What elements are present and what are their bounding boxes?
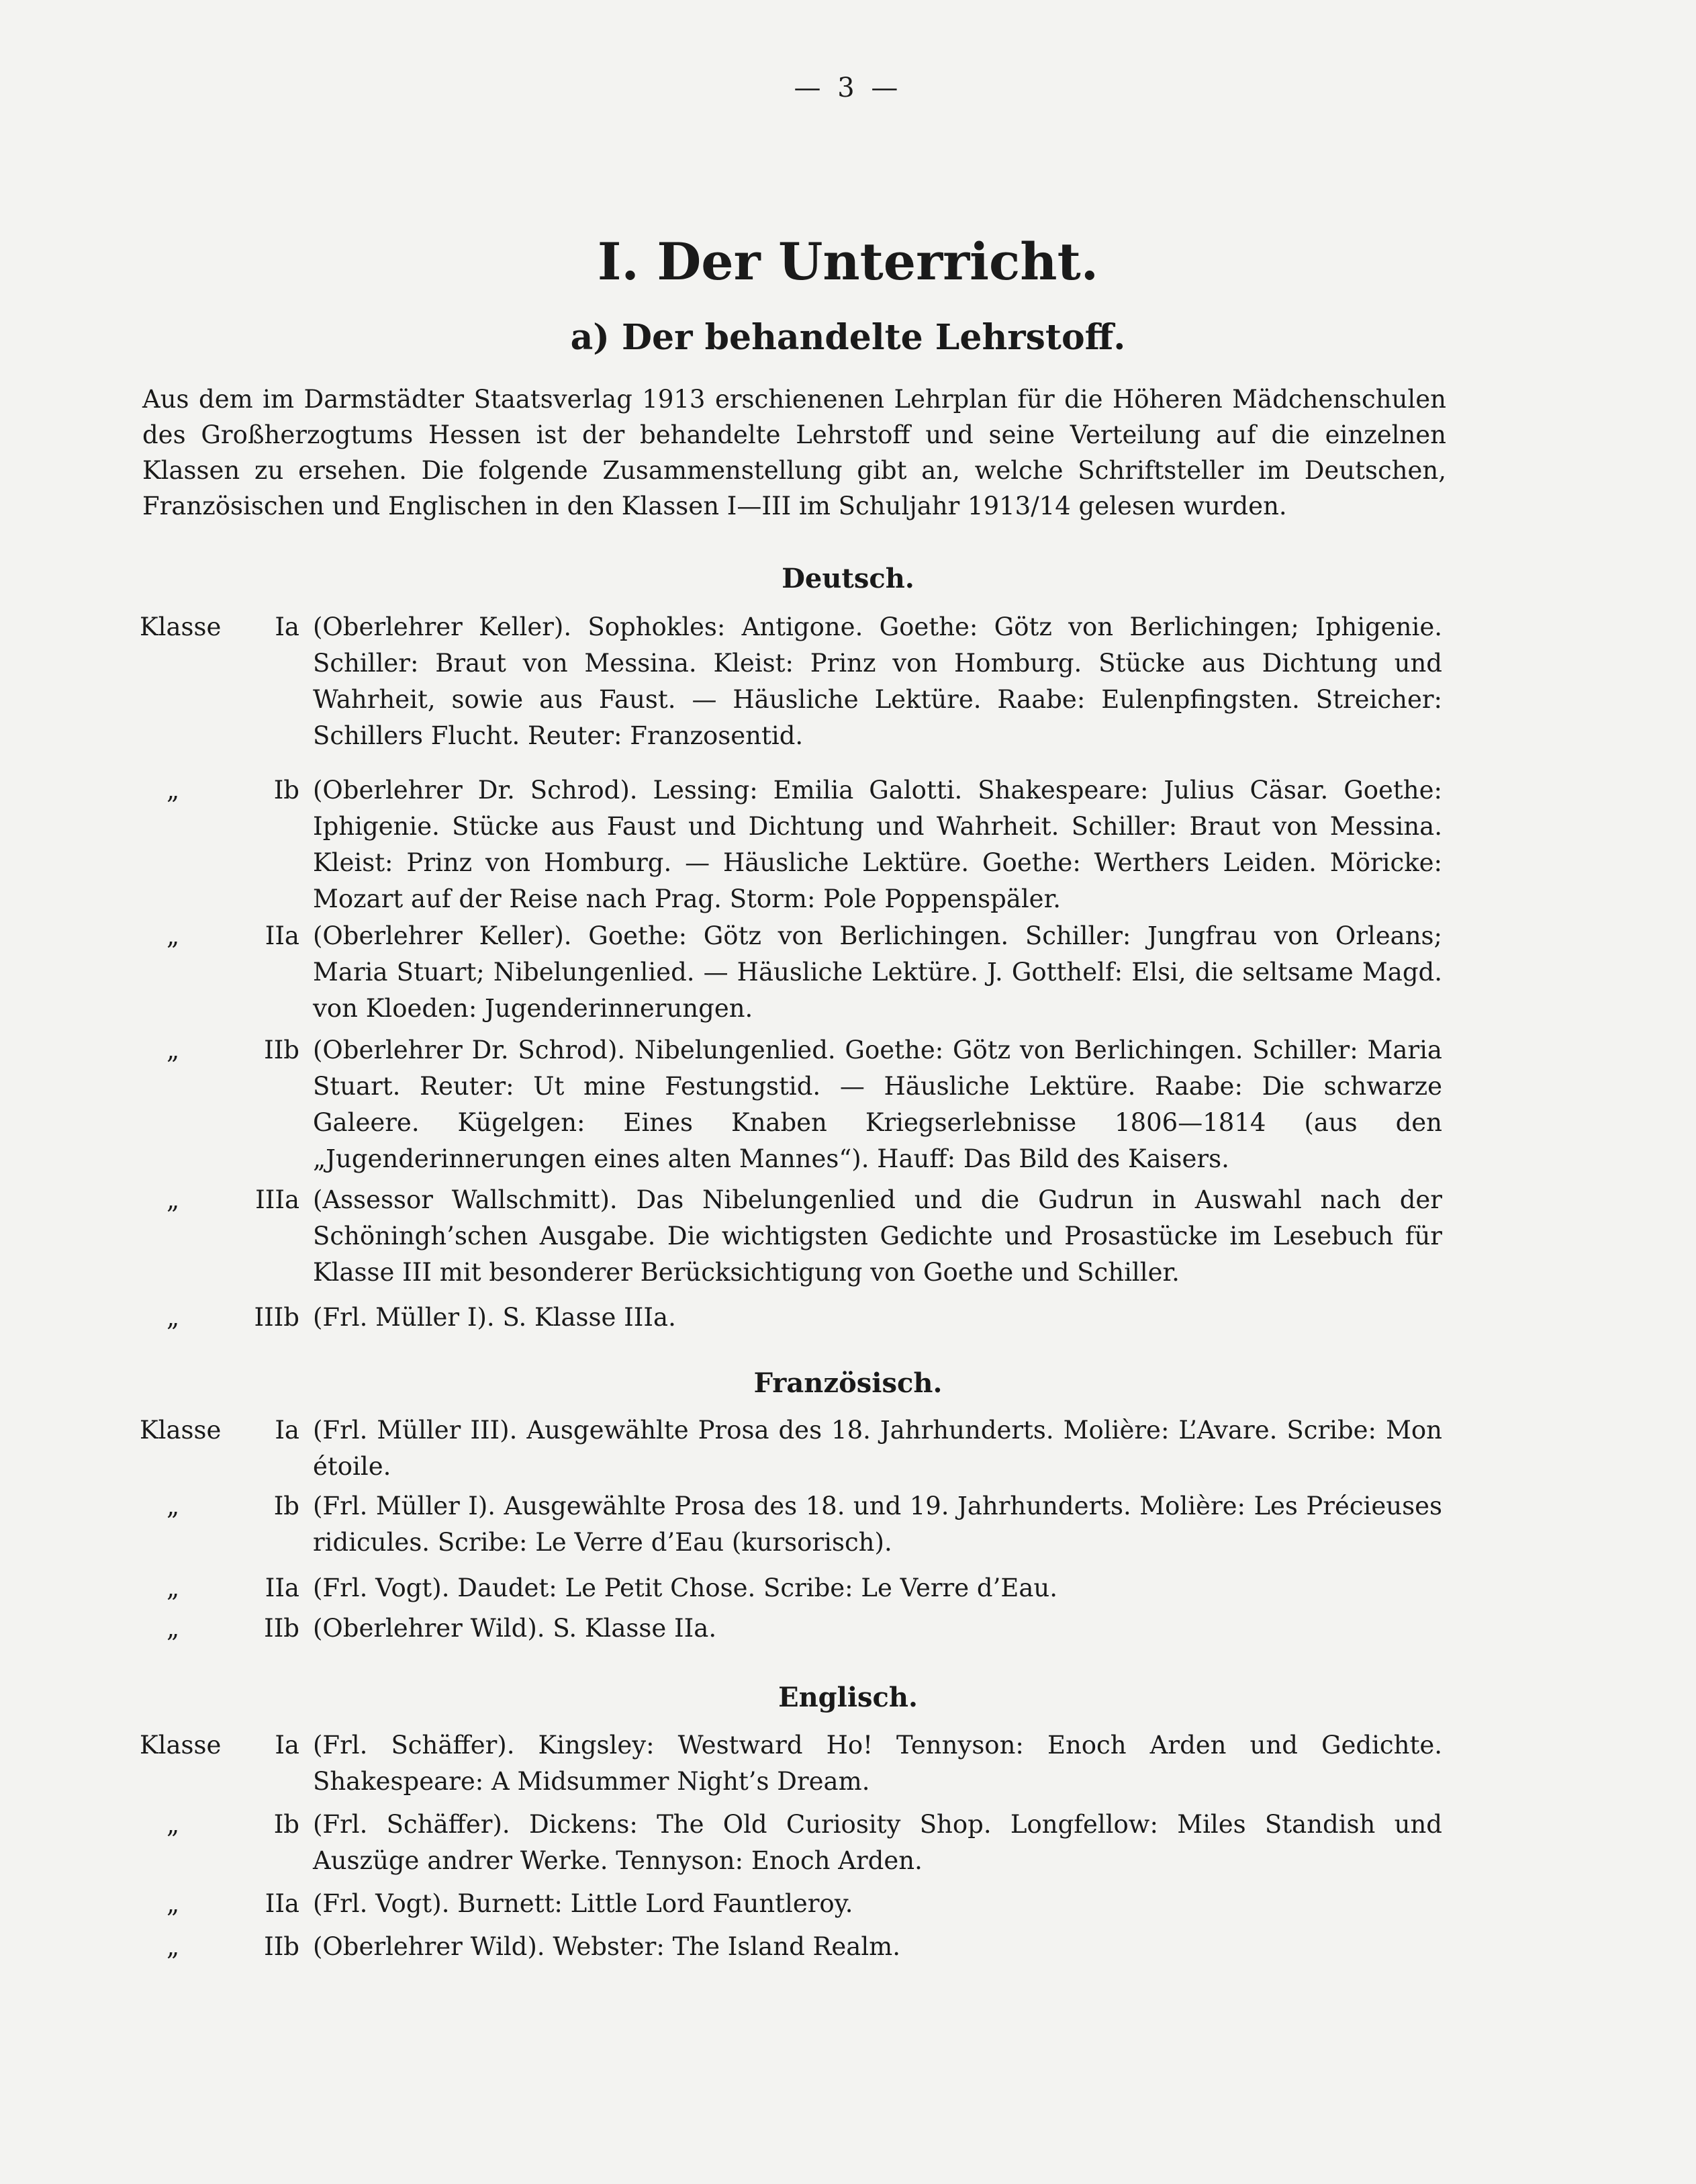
entry-text: (Assessor Wallschmitt). Das Nibelungenlied und die Gudrun in Auswahl nach der Schöningh’schen Ausgabe. Die wichtigsten Gedichte und Prosastücke im Lesebuch für Klasse III mit besonderer Berücksichtigung von Goethe und Schiller. [313,1185,1442,1287]
entry-franz-ia [140,1412,1442,1485]
entry-engl-iib [140,1929,1442,1965]
entry-franz-iib [140,1610,1442,1647]
entry-text: (Frl. Müller I). S. Klasse IIIa. [313,1303,676,1332]
ditto-mark: „ [167,776,180,805]
ditto-mark: „ [167,1889,180,1918]
ditto-mark: „ [167,1492,180,1520]
class-code: IIIa [255,1185,299,1214]
klasse-label: Klasse [140,612,222,641]
class-code: IIIb [254,1303,299,1332]
entry-text: (Oberlehrer Dr. Schrod). Lessing: Emilia Galotti. Shakespeare: Julius Cäsar. Goethe: Iphigenie. Stücke aus Faust und Dichtung und Wahrheit. Schiller: Braut von Messina. Kleist: Prinz von Homburg. — Häusliche Lektüre. Goethe: Werthers Leiden. Möricke: Mozart auf der Reise nach Prag. Storm: Pole Poppenspäler. [313,776,1442,913]
entry-text: (Frl. Müller III). Ausgewählte Prosa des 18. Jahrhunderts. Molière: L’Avare. Scribe: Mon étoile. [313,1416,1442,1481]
entry-engl-ib [140,1807,1442,1879]
entry-text: (Oberlehrer Wild). Webster: The Island Realm. [313,1932,901,1961]
class-code: Ia [275,1416,299,1445]
class-code: Ib [273,1810,299,1839]
entry-franz-iia [140,1570,1442,1606]
class-code: IIb [264,1932,299,1961]
ditto-mark: „ [167,1614,180,1643]
class-code: IIb [264,1036,299,1064]
entry-deutsch-iib [140,1032,1442,1177]
ditto-mark: „ [167,1036,180,1064]
page-title: I. Der Unterricht. [597,232,1099,291]
entry-deutsch-iiia [140,1182,1442,1291]
ditto-mark: „ [167,921,180,950]
class-code: Ia [275,612,299,641]
klasse-label: Klasse [140,1731,222,1760]
entry-text: (Frl. Müller I). Ausgewählte Prosa des 18. und 19. Jahrhunderts. Molière: Les Précieuses ridicules. Scribe: Le Verre d’Eau (kursorisch). [313,1492,1442,1557]
entry-engl-iia [140,1886,1442,1922]
heading-franzoesisch: Französisch. [753,1367,943,1399]
entry-text: (Frl. Vogt). Daudet: Le Petit Chose. Scribe: Le Verre d’Eau. [313,1574,1057,1602]
ditto-mark: „ [167,1932,180,1961]
entry-text: (Frl. Schäffer). Kingsley: Westward Ho! Tennyson: Enoch Arden und Gedichte. Shakespeare: A Midsummer Night’s Dream. [313,1731,1442,1796]
class-code: IIb [264,1614,299,1643]
heading-englisch: Englisch. [778,1682,918,1713]
entry-deutsch-ia [140,609,1442,754]
class-code: IIa [265,921,299,950]
ditto-mark: „ [167,1574,180,1602]
entry-text: (Oberlehrer Keller). Goethe: Götz von Berlichingen. Schiller: Jungfrau von Orleans; Maria Stuart; Nibelungenlied. — Häusliche Lektüre. J. Gotthelf: Elsi, die seltsame Magd. von Kloeden: Jugenderinnerungen. [313,921,1442,1023]
entry-deutsch-iia [140,918,1442,1027]
entry-text: (Oberlehrer Wild). S. Klasse IIa. [313,1614,717,1643]
class-code: IIa [265,1889,299,1918]
page-number: — 3 — [794,73,902,103]
ditto-mark: „ [167,1303,180,1332]
class-code: Ib [273,1492,299,1520]
entry-text: (Frl. Schäffer). Dickens: The Old Curiosity Shop. Longfellow: Miles Standish und Auszüge andrer Werke. Tennyson: Enoch Arden. [313,1810,1442,1875]
class-code: Ia [275,1731,299,1760]
entry-deutsch-ib [140,772,1442,917]
entry-text: (Oberlehrer Keller). Sophokles: Antigone. Goethe: Götz von Berlichingen; Iphigenie. Schiller: Braut von Messina. Kleist: Prinz von Homburg. Stücke aus Dichtung und Wahrheit, sowie aus Faust. — Häusliche Lektüre. Raabe: Eulenpfingsten. Streicher: Schillers Flucht. Reuter: Franzosentid. [313,612,1442,750]
entry-franz-ib [140,1488,1442,1561]
ditto-mark: „ [167,1810,180,1839]
klasse-label: Klasse [140,1416,222,1445]
entry-text: (Frl. Vogt). Burnett: Little Lord Fauntleroy. [313,1889,853,1918]
heading-deutsch: Deutsch. [782,563,914,594]
entry-text: (Oberlehrer Dr. Schrod). Nibelungenlied. Goethe: Götz von Berlichingen. Schiller: Maria Stuart. Reuter: Ut mine Festungstid. — Häusliche Lektüre. Raabe: Die schwarze Galeere. Kügelgen: Eines Knaben Kriegserlebnisse 1806—1814 (aus den „Jugenderinnerungen eines alten Mannes“). Hauff: Das Bild des Kaisers. [313,1036,1442,1173]
entry-engl-ia [140,1727,1442,1800]
section-subtitle: a) Der behandelte Lehrstoff. [570,317,1126,358]
class-code: Ib [273,776,299,805]
ditto-mark: „ [167,1185,180,1214]
entry-deutsch-iiib [140,1300,1442,1336]
class-code: IIa [265,1574,299,1602]
intro-paragraph: Aus dem im Darmstädter Staatsverlag 1913 erschienenen Lehrplan für die Höheren Mädchenschulen des Großherzogtums Hessen ist der behandelte Lehrstoff und seine Verteilung auf die einzelnen Klassen zu ersehen. Die folgende Zusammenstellung gibt an, welche Schriftsteller im Deutschen, Französischen und Englischen in den Klassen I—III im Schuljahr 1913/14 gelesen wurden. [142,385,1446,520]
